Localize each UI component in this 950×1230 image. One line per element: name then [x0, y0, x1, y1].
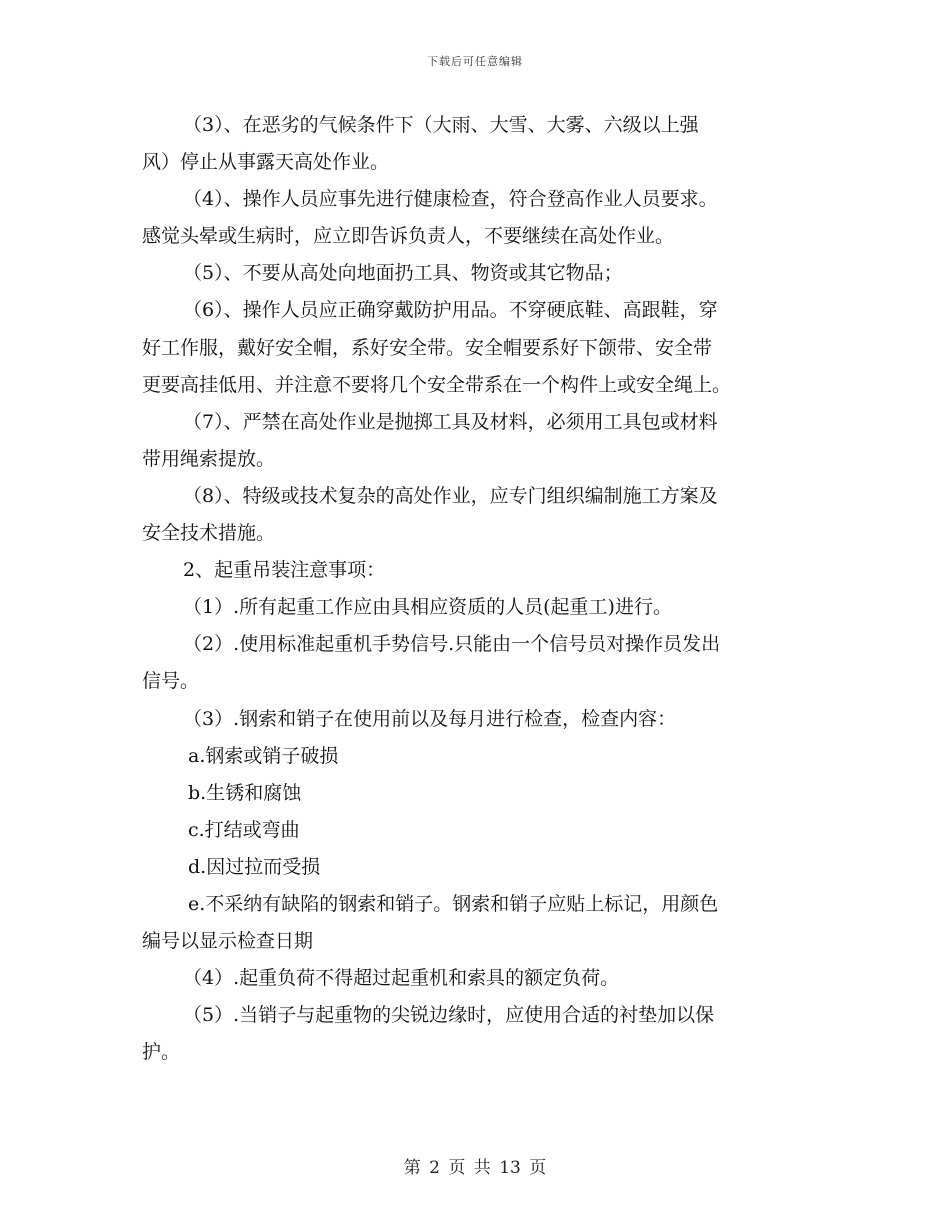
section-heading: 2、起重吊装注意事项： — [183, 559, 386, 582]
body-line: （4）.起重负荷不得超过起重机和索具的额定负荷。 — [183, 967, 620, 990]
body-line: 感觉头晕或生病时，应立即告诉负责人，不要继续在高处作业。 — [142, 225, 675, 248]
body-line: （2）.使用标准起重机手势信号.只能由一个信号员对操作员发出 — [183, 633, 721, 656]
body-line: 护。 — [142, 1041, 181, 1064]
body-line: 带用绳索提放。 — [142, 447, 276, 470]
body-line: （5）、不要从高处向地面扔工具、物资或其它物品； — [183, 262, 623, 285]
body-line: 好工作服，戴好安全帽，系好安全带。安全帽要系好下颌带、安全带 — [142, 336, 713, 359]
list-item: a.钢索或销子破损 — [188, 744, 339, 767]
body-line: （6）、操作人员应正确穿戴防护用品。不穿硬底鞋、高跟鞋，穿 — [183, 299, 718, 322]
body-line: 安全技术措施。 — [142, 522, 276, 545]
list-item: b.生锈和腐蚀 — [188, 781, 302, 804]
list-item: d.因过拉而受损 — [188, 855, 321, 878]
body-line: （5）.当销子与起重物的尖锐边缘时，应使用合适的衬垫加以保 — [183, 1004, 715, 1027]
list-item: e.不采纳有缺陷的钢索和销子。钢索和销子应贴上标记，用颜色 — [188, 892, 719, 915]
body-line: 风）停止从事露天高处作业。 — [142, 151, 390, 174]
body-line: 编号以显示检查日期 — [142, 930, 314, 953]
body-line: 信号。 — [142, 670, 200, 693]
body-line: （1）.所有起重工作应由具相应资质的人员(起重工)进行。 — [183, 596, 672, 619]
body-line: 更要高挂低用、并注意不要将几个安全带系在一个构件上或安全绳上。 — [142, 373, 732, 396]
page-header: 下载后可任意编辑 — [427, 55, 523, 68]
body-line: （3）、在恶劣的气候条件下（大雨、大雪、大雾、六级以上强 — [183, 114, 699, 136]
body-line: （7）、严禁在高处作业是抛掷工具及材料，必须用工具包或材料 — [183, 410, 718, 433]
page-footer: 第 2 页 共 13 页 — [403, 1158, 547, 1178]
document-body — [142, 107, 812, 1071]
body-line: （3）.钢索和销子在使用前以及每月进行检查，检查内容： — [183, 707, 677, 730]
list-item: c.打结或弯曲 — [188, 818, 300, 841]
body-line: （4）、操作人员应事先进行健康检查，符合登高作业人员要求。 — [183, 188, 718, 211]
body-line: （8）、特级或技术复杂的高处作业，应专门组织编制施工方案及 — [183, 484, 718, 507]
